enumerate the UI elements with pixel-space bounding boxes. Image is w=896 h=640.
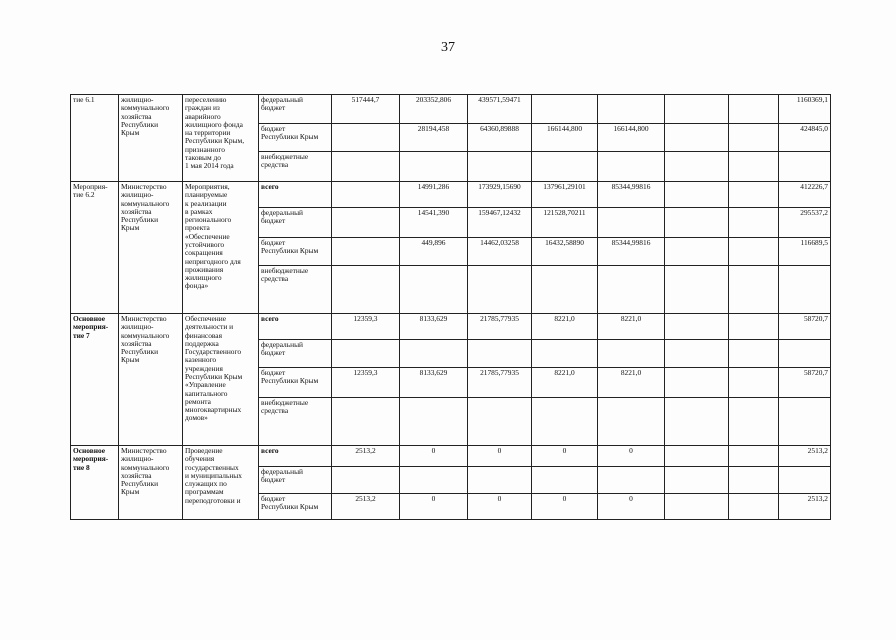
amount-v7 bbox=[729, 467, 779, 494]
amount-v4 bbox=[532, 95, 598, 124]
amount-v3: 173929,15690 bbox=[468, 182, 532, 208]
amount-v2 bbox=[400, 266, 468, 314]
amount-v4 bbox=[532, 340, 598, 368]
amount-v1 bbox=[332, 398, 400, 446]
funding-source: федеральный бюджет bbox=[259, 95, 332, 124]
amount-v5 bbox=[598, 467, 665, 494]
amount-v7 bbox=[729, 446, 779, 467]
amount-v7 bbox=[729, 266, 779, 314]
amount-total bbox=[779, 467, 831, 494]
amount-v4: 0 bbox=[532, 494, 598, 520]
amount-total: 2513,2 bbox=[779, 494, 831, 520]
amount-total: 116689,5 bbox=[779, 238, 831, 266]
amount-v5: 8221,0 bbox=[598, 314, 665, 340]
amount-v4: 16432,58890 bbox=[532, 238, 598, 266]
amount-v3 bbox=[468, 340, 532, 368]
amount-v4: 8221,0 bbox=[532, 314, 598, 340]
amount-v2: 203352,806 bbox=[400, 95, 468, 124]
amount-v6 bbox=[665, 340, 729, 368]
amount-v5: 85344,99816 bbox=[598, 238, 665, 266]
amount-v6 bbox=[665, 467, 729, 494]
amount-v3: 64360,89888 bbox=[468, 124, 532, 152]
amount-v6 bbox=[665, 368, 729, 398]
funding-source: всего bbox=[259, 314, 332, 340]
page-number: 37 bbox=[441, 40, 455, 55]
amount-v5 bbox=[598, 95, 665, 124]
amount-v7 bbox=[729, 340, 779, 368]
amount-v6 bbox=[665, 398, 729, 446]
event-description: Мероприятия, планируемые к реализации в рамках регионального проекта «Обеспечение устойчивого сокращения непригодного для проживания жилищного фонда» bbox=[183, 182, 259, 314]
funding-source: федеральный бюджет bbox=[259, 467, 332, 494]
amount-total: 424845,0 bbox=[779, 124, 831, 152]
amount-total: 2513,2 bbox=[779, 446, 831, 467]
executor: Министерство жилищно- коммунального хозяйства Республики Крым bbox=[119, 182, 183, 314]
amount-v5: 8221,0 bbox=[598, 368, 665, 398]
amount-v5 bbox=[598, 208, 665, 238]
table-row bbox=[71, 314, 831, 340]
amount-v4: 0 bbox=[532, 446, 598, 467]
event-code: тие 6.1 bbox=[71, 95, 119, 182]
amount-v2: 8133,629 bbox=[400, 314, 468, 340]
event-description: Проведение обучения государственных и муниципальных служащих по программам переподготовки и bbox=[183, 446, 259, 520]
amount-v6 bbox=[665, 95, 729, 124]
amount-v5: 85344,99816 bbox=[598, 182, 665, 208]
amount-v1 bbox=[332, 152, 400, 182]
amount-v7 bbox=[729, 124, 779, 152]
amount-v4 bbox=[532, 266, 598, 314]
event-code: Мероприя- тие 6.2 bbox=[71, 182, 119, 314]
funding-source: бюджет Республики Крым bbox=[259, 368, 332, 398]
amount-v2: 449,896 bbox=[400, 238, 468, 266]
funding-source: внебюджетные средства bbox=[259, 266, 332, 314]
event-code: Основное мероприя- тие 8 bbox=[71, 446, 119, 520]
table-row bbox=[71, 95, 831, 124]
amount-v2: 14541,390 bbox=[400, 208, 468, 238]
amount-total bbox=[779, 152, 831, 182]
amount-v2 bbox=[400, 398, 468, 446]
amount-v6 bbox=[665, 152, 729, 182]
amount-v3: 0 bbox=[468, 446, 532, 467]
amount-v4 bbox=[532, 467, 598, 494]
amount-v2: 14991,286 bbox=[400, 182, 468, 208]
amount-v1 bbox=[332, 238, 400, 266]
amount-v3: 14462,03258 bbox=[468, 238, 532, 266]
amount-v1 bbox=[332, 266, 400, 314]
amount-v2: 0 bbox=[400, 446, 468, 467]
amount-total bbox=[779, 266, 831, 314]
table-row bbox=[71, 446, 831, 467]
amount-v7 bbox=[729, 95, 779, 124]
amount-v3 bbox=[468, 467, 532, 494]
amount-v1: 12359,3 bbox=[332, 368, 400, 398]
amount-v1: 12359,3 bbox=[332, 314, 400, 340]
event-code: Основное мероприя- тие 7 bbox=[71, 314, 119, 446]
funding-source: федеральный бюджет bbox=[259, 208, 332, 238]
amount-v5: 0 bbox=[598, 446, 665, 467]
amount-v6 bbox=[665, 494, 729, 520]
amount-v7 bbox=[729, 494, 779, 520]
amount-v2 bbox=[400, 467, 468, 494]
amount-v4 bbox=[532, 152, 598, 182]
amount-v7 bbox=[729, 368, 779, 398]
amount-v2: 0 bbox=[400, 494, 468, 520]
funding-source: внебюджетные средства bbox=[259, 398, 332, 446]
event-description: переселению граждан из аварийного жилищного фонда на территории Республики Крым, признанного таковым до 1 мая 2014 года bbox=[183, 95, 259, 182]
amount-v7 bbox=[729, 208, 779, 238]
amount-v2: 8133,629 bbox=[400, 368, 468, 398]
amount-v4: 121528,70211 bbox=[532, 208, 598, 238]
amount-v1: 2513,2 bbox=[332, 494, 400, 520]
amount-v7 bbox=[729, 314, 779, 340]
amount-v6 bbox=[665, 238, 729, 266]
amount-v4: 166144,800 bbox=[532, 124, 598, 152]
event-description: Обеспечение деятельности и финансовая поддержка Государственного казенного учреждения Республики Крым «Управление капитального ремонта многоквартирных домов» bbox=[183, 314, 259, 446]
amount-v6 bbox=[665, 446, 729, 467]
amount-v4 bbox=[532, 398, 598, 446]
amount-v1 bbox=[332, 124, 400, 152]
amount-total: 58720,7 bbox=[779, 368, 831, 398]
executor: Министерство жилищно- коммунального хозяйства Республики Крым bbox=[119, 314, 183, 446]
executor: Министерство жилищно- коммунального хозяйства Республики Крым bbox=[119, 446, 183, 520]
amount-v6 bbox=[665, 266, 729, 314]
table-body bbox=[71, 95, 831, 520]
amount-v2: 28194,458 bbox=[400, 124, 468, 152]
amount-v3: 21785,77935 bbox=[468, 368, 532, 398]
amount-v3 bbox=[468, 152, 532, 182]
amount-v5 bbox=[598, 398, 665, 446]
funding-source: бюджет Республики Крым bbox=[259, 494, 332, 520]
amount-total bbox=[779, 340, 831, 368]
amount-v1 bbox=[332, 208, 400, 238]
amount-v3: 439571,59471 bbox=[468, 95, 532, 124]
amount-v5: 0 bbox=[598, 494, 665, 520]
amount-v4: 137961,29101 bbox=[532, 182, 598, 208]
executor: жилищно- коммунального хозяйства Республики Крым bbox=[119, 95, 183, 182]
amount-v6 bbox=[665, 124, 729, 152]
amount-v3 bbox=[468, 398, 532, 446]
amount-v1: 517444,7 bbox=[332, 95, 400, 124]
amount-v6 bbox=[665, 314, 729, 340]
funding-source: бюджет Республики Крым bbox=[259, 124, 332, 152]
amount-v7 bbox=[729, 182, 779, 208]
amount-v4: 8221,0 bbox=[532, 368, 598, 398]
funding-source: бюджет Республики Крым bbox=[259, 238, 332, 266]
funding-source: внебюджетные средства bbox=[259, 152, 332, 182]
amount-v5: 166144,800 bbox=[598, 124, 665, 152]
amount-v7 bbox=[729, 152, 779, 182]
amount-v3: 21785,77935 bbox=[468, 314, 532, 340]
amount-v3: 159467,12432 bbox=[468, 208, 532, 238]
amount-total: 1160369,1 bbox=[779, 95, 831, 124]
amount-v2 bbox=[400, 152, 468, 182]
table-row bbox=[71, 182, 831, 208]
amount-v5 bbox=[598, 152, 665, 182]
amount-v1 bbox=[332, 182, 400, 208]
funding-source: всего bbox=[259, 182, 332, 208]
amount-total bbox=[779, 398, 831, 446]
amount-v5 bbox=[598, 266, 665, 314]
amount-v3 bbox=[468, 266, 532, 314]
amount-total: 58720,7 bbox=[779, 314, 831, 340]
amount-v1: 2513,2 bbox=[332, 446, 400, 467]
funding-source: федеральный бюджет bbox=[259, 340, 332, 368]
amount-v5 bbox=[598, 340, 665, 368]
amount-v7 bbox=[729, 238, 779, 266]
amount-v7 bbox=[729, 398, 779, 446]
amount-v3: 0 bbox=[468, 494, 532, 520]
amount-v6 bbox=[665, 182, 729, 208]
amount-total: 412226,7 bbox=[779, 182, 831, 208]
amount-total: 295537,2 bbox=[779, 208, 831, 238]
amount-v2 bbox=[400, 340, 468, 368]
funding-source: всего bbox=[259, 446, 332, 467]
amount-v1 bbox=[332, 467, 400, 494]
amount-v6 bbox=[665, 208, 729, 238]
amount-v1 bbox=[332, 340, 400, 368]
budget-table bbox=[70, 94, 831, 520]
